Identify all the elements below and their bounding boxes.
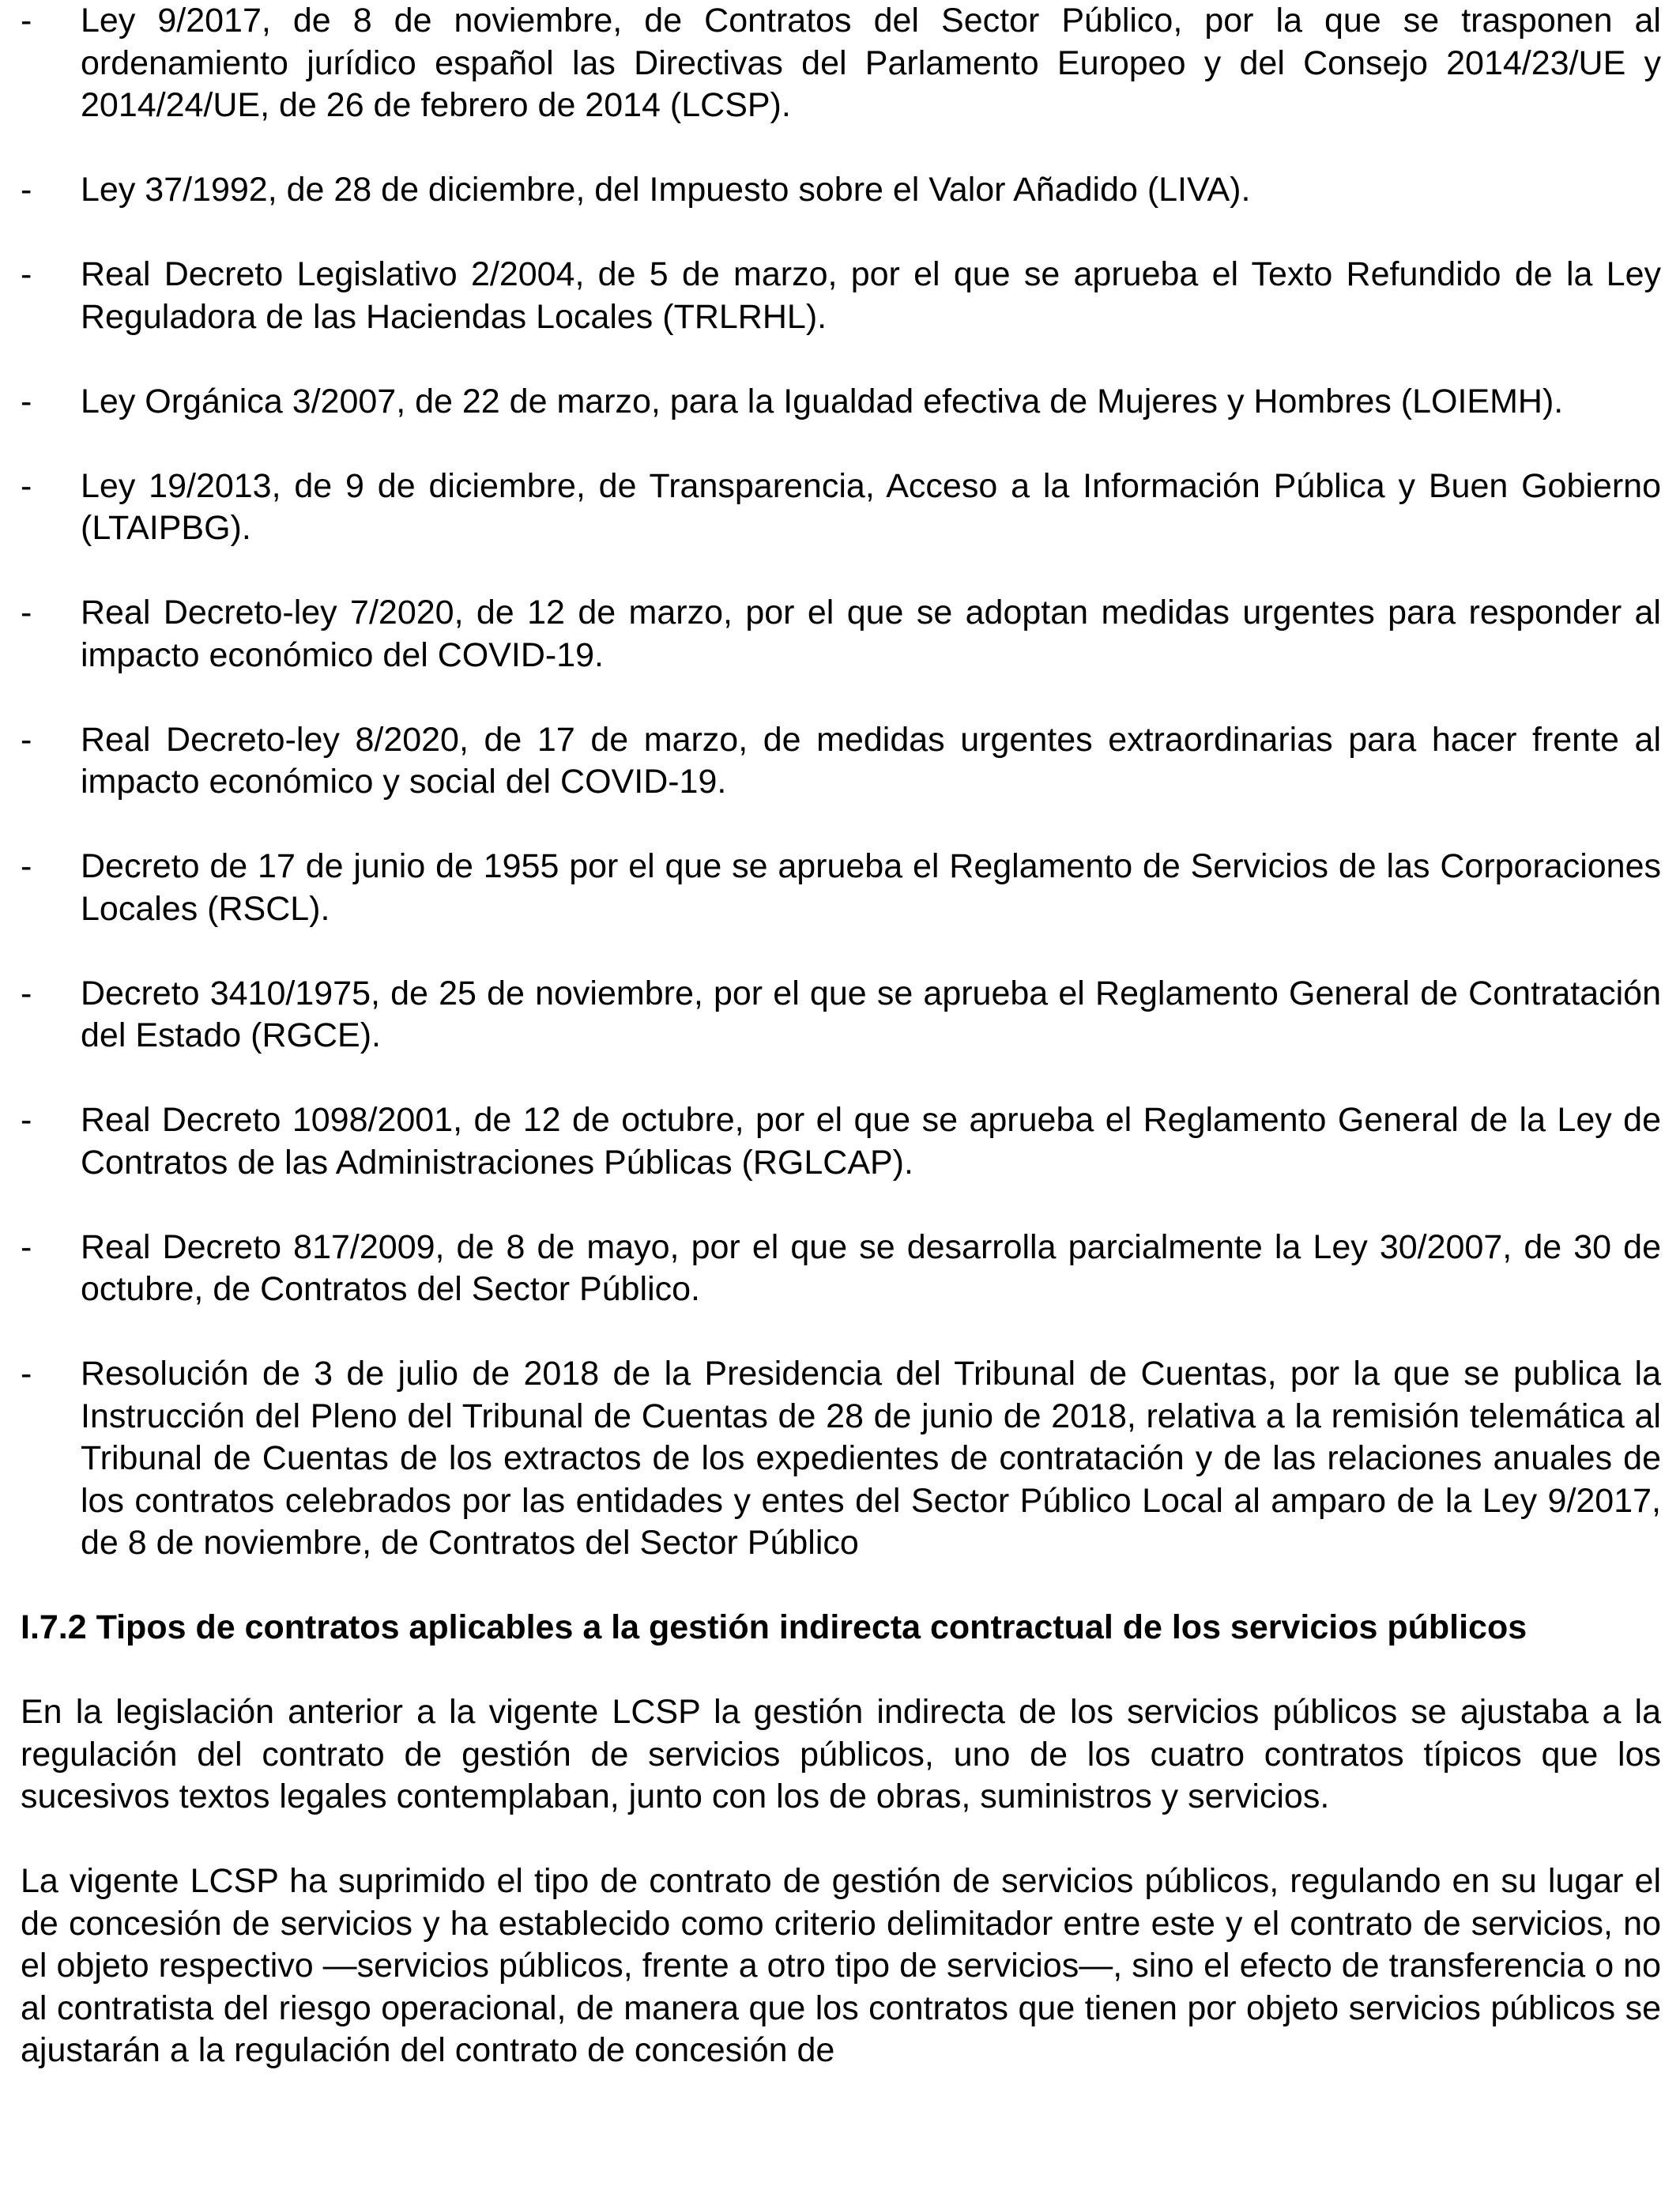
list-item-text: Ley 37/1992, de 28 de diciembre, del Impuesto sobre el Valor Añadido (LIVA). (81, 171, 1251, 209)
list-marker: - (21, 1101, 32, 1139)
list-item-text: Resolución de 3 de julio de 2018 de la Presidencia del Tribunal de Cuentas, por la que se publica la Instrucción del Pleno del Tribunal de Cuentas de 28 de junio de 2018, relativa a la remisión telemática al Tribunal de Cuentas de los extractos de los expedientes de contratación y de las relaciones anuales de los contratos celebrados por las entidades y entes del Sector Público Local al amparo de la Ley 9/2017, de 8 de noviembre, de Contratos del Sector Público (81, 1355, 1661, 1562)
list-item-text: Real Decreto 1098/2001, de 12 de octubre, por el que se aprueba el Reglamento General de la Ley de Contratos de las Administraciones Públicas (RGLCAP). (81, 1101, 1661, 1182)
list-item (21, 719, 1661, 804)
list-marker: - (21, 594, 32, 631)
list-item (21, 1353, 1661, 1565)
list-item-text: Real Decreto Legislativo 2/2004, de 5 de marzo, por el que se aprueba el Texto Refundido de la Ley Reguladora de las Haciendas Locales (TRLRHL). (81, 255, 1661, 336)
list-item (21, 169, 1661, 212)
list-marker: - (21, 847, 32, 885)
list-item (21, 1099, 1661, 1184)
list-marker: - (21, 382, 32, 420)
list-item (21, 592, 1661, 677)
list-item (21, 466, 1661, 550)
list-marker: - (21, 1227, 32, 1266)
list-marker: - (21, 974, 32, 1012)
list-item (21, 381, 1661, 424)
section-heading: I.7.2 Tipos de contratos aplicables a la gestión indirecta contractual de los servicios públicos (21, 1608, 1527, 1646)
list-marker: - (21, 466, 32, 505)
list-item-text: Real Decreto-ley 7/2020, de 12 de marzo, por el que se adoptan medidas urgentes para responder al impacto económico del COVID-19. (81, 594, 1661, 674)
list-item-text: Ley 9/2017, de 8 de noviembre, de Contratos del Sector Público, por la que se trasponen al ordenamiento jurídico español las Directivas del Parlamento Europeo y del Consejo 2014/23/UE y 2014/24/UE, de 26 de febrero de 2014 (LCSP). (81, 2, 1661, 124)
list-item-text: Ley Orgánica 3/2007, de 22 de marzo, para la Igualdad efectiva de Mujeres y Hombres (LOIEMH). (81, 382, 1564, 420)
list-item-text: Real Decreto-ley 8/2020, de 17 de marzo, de medidas urgentes extraordinarias para hacer frente al impacto económico y social del COVID-19. (81, 720, 1661, 801)
list-item-text: Decreto 3410/1975, de 25 de noviembre, por el que se aprueba el Reglamento General de Contratación del Estado (RGCE). (81, 974, 1661, 1054)
list-item (21, 973, 1661, 1057)
body-paragraph: La vigente LCSP ha suprimido el tipo de contrato de gestión de servicios públicos, regulando en su lugar el de concesión de servicios y ha establecido como criterio delimitador entre este y el contrato de servicios, no el objeto respectivo —servicios públicos, frente a otro tipo de servicios—, sino el efecto de transferencia o no al contratista del riesgo operacional, de manera que los contratos que tienen por objeto servicios públicos se ajustarán a la regulación del contrato de concesión de (21, 1862, 1661, 2069)
list-item (21, 846, 1661, 930)
list-item-text: Ley 19/2013, de 9 de diciembre, de Transparencia, Acceso a la Información Pública y Buen Gobierno (LTAIPBG). (81, 466, 1661, 547)
list-item (21, 1227, 1661, 1311)
body-paragraph: En la legislación anterior a la vigente LCSP la gestión indirecta de los servicios públicos se ajustaba a la regulación del contrato de gestión de servicios públicos, uno de los cuatro contratos típicos que los sucesivos textos legales contemplaban, junto con los de obras, suministros y servicios. (21, 1693, 1661, 1815)
list-marker: - (21, 2, 32, 40)
list-item-text: Real Decreto 817/2009, de 8 de mayo, por el que se desarrolla parcialmente la Ley 30/2007, de 30 de octubre, de Contratos del Sector Público. (81, 1227, 1661, 1308)
list-item (21, 254, 1661, 338)
list-marker: - (21, 720, 32, 759)
list-item (21, 0, 1661, 127)
list-marker: - (21, 171, 32, 209)
list-marker: - (21, 255, 32, 293)
list-item-text: Decreto de 17 de junio de 1955 por el que se aprueba el Reglamento de Servicios de las Corporaciones Locales (RSCL). (81, 847, 1661, 928)
legislation-list (21, 0, 1661, 1565)
list-marker: - (21, 1355, 32, 1393)
document-page (21, 0, 1661, 2114)
